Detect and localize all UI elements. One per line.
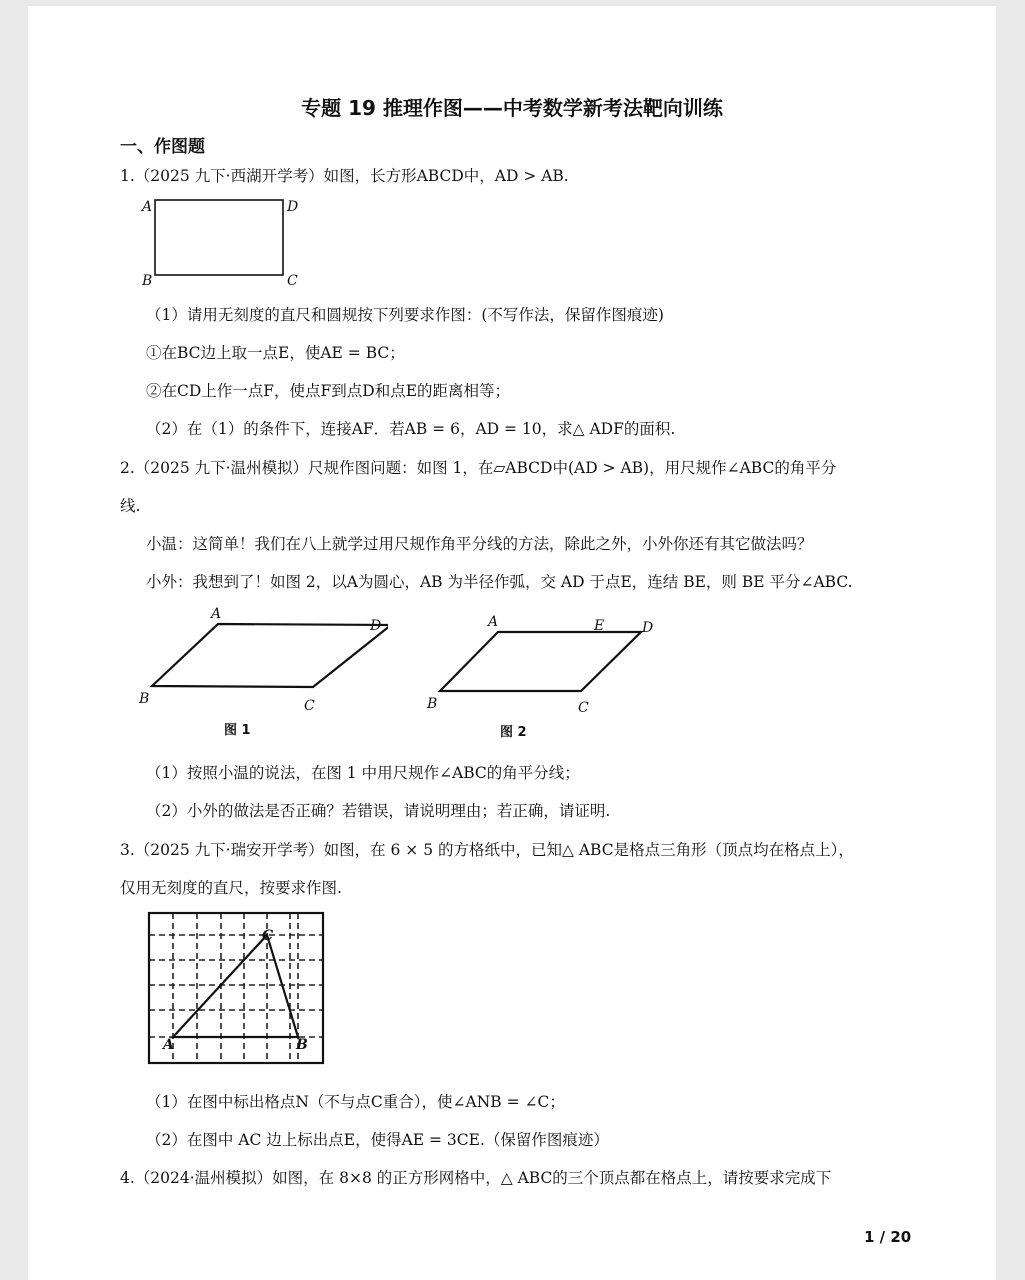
q2-fig2-label-d: D (642, 620, 654, 636)
q2-fig2-label-c: C (578, 700, 589, 716)
q1-sub2: （2）在（1）的条件下，连接AF．若AB = 6，AD = 10，求△ ADF的面积. (146, 420, 676, 438)
q1-sub1: （1）请用无刻度的直尺和圆规按下列要求作图：(不写作法，保留作图痕迹) (146, 306, 664, 324)
q1-label-d: D (287, 199, 299, 215)
q2-stem-line2: 线. (120, 497, 141, 515)
q1-rectangle-figure (138, 192, 338, 292)
q2-fig2-label-e: E (594, 618, 605, 634)
page-title: 专题 19 推理作图——中考数学新考法靶向训练 (301, 96, 723, 120)
q2-fig2-label-b: B (427, 696, 438, 712)
q2-figure-2 (418, 602, 658, 742)
q1-label-c: C (287, 273, 298, 289)
q3-sub1: （1）在图中标出格点N（不与点C重合），使∠ANB = ∠C； (146, 1093, 565, 1111)
q3-triangle-abc (173, 935, 298, 1037)
q3-grid-figure (146, 910, 328, 1068)
q2-fig1-label-a: A (211, 606, 222, 622)
q2-dialog-xiaowai: 小外：我想到了！如图 2，以A为圆心，AB 为半径作弧，交 AD 于点E，连结 BE，则 BE 平分∠ABC. (146, 573, 853, 591)
q1-stem: 1.（2025 九下·西湖开学考）如图，长方形ABCD中，AD > AB. (120, 167, 569, 185)
q1-label-b: B (142, 273, 153, 289)
section-heading: 一、作图题 (120, 137, 205, 157)
q3-stem-line2: 仅用无刻度的直尺，按要求作图. (120, 879, 342, 897)
q2-fig2-parallelogram (440, 632, 641, 691)
q1-step2: ②在CD上作一点F，使点F到点D和点E的距离相等； (146, 382, 511, 400)
q2-fig2-caption: 图 2 (500, 725, 527, 740)
q1-label-a: A (142, 199, 153, 215)
q1-step1: ①在BC边上取一点E，使AE = BC； (146, 344, 405, 362)
q2-fig1-caption: 图 1 (224, 723, 251, 738)
document-page (28, 6, 996, 1280)
q3-stem-line1: 3.（2025 九下·瑞安开学考）如图，在 6 × 5 的方格纸中，已知△ ABC是格点三角形（顶点均在格点上）， (120, 841, 854, 859)
q4-stem: 4.（2024·温州模拟）如图，在 8×8 的正方形网格中，△ ABC的三个顶点都在格点上，请按要求完成下 (120, 1169, 832, 1187)
q3-label-a: A (163, 1037, 174, 1053)
q2-figure-1 (138, 602, 388, 742)
q1-rectangle (155, 200, 283, 275)
q2-fig2-label-a: A (488, 614, 499, 630)
q2-fig1-label-b: B (139, 691, 150, 707)
q2-sub2: （2）小外的做法是否正确？若错误，请说明理由；若正确，请证明. (146, 802, 611, 820)
q2-fig1-parallelogram (152, 624, 388, 687)
q2-dialog-xiaowen: 小温：这简单！我们在八上就学过用尺规作角平分线的方法，除此之外，小外你还有其它做法吗？ (146, 535, 813, 553)
q3-label-c: C (262, 928, 274, 944)
q2-fig1-label-d: D (370, 618, 382, 634)
q2-stem-line1: 2.（2025 九下·温州模拟）尺规作图问题：如图 1，在▱ABCD中(AD > AB)，用尺规作∠ABC的角平分 (120, 459, 837, 477)
page-number: 1 / 20 (864, 1228, 912, 1246)
q3-label-b: B (296, 1037, 308, 1053)
q2-sub1: （1）按照小温的说法，在图 1 中用尺规作∠ABC的角平分线； (146, 764, 580, 782)
q2-fig1-label-c: C (304, 698, 315, 714)
q3-sub2: （2）在图中 AC 边上标出点E，使得AE = 3CE.（保留作图痕迹） (146, 1131, 609, 1149)
